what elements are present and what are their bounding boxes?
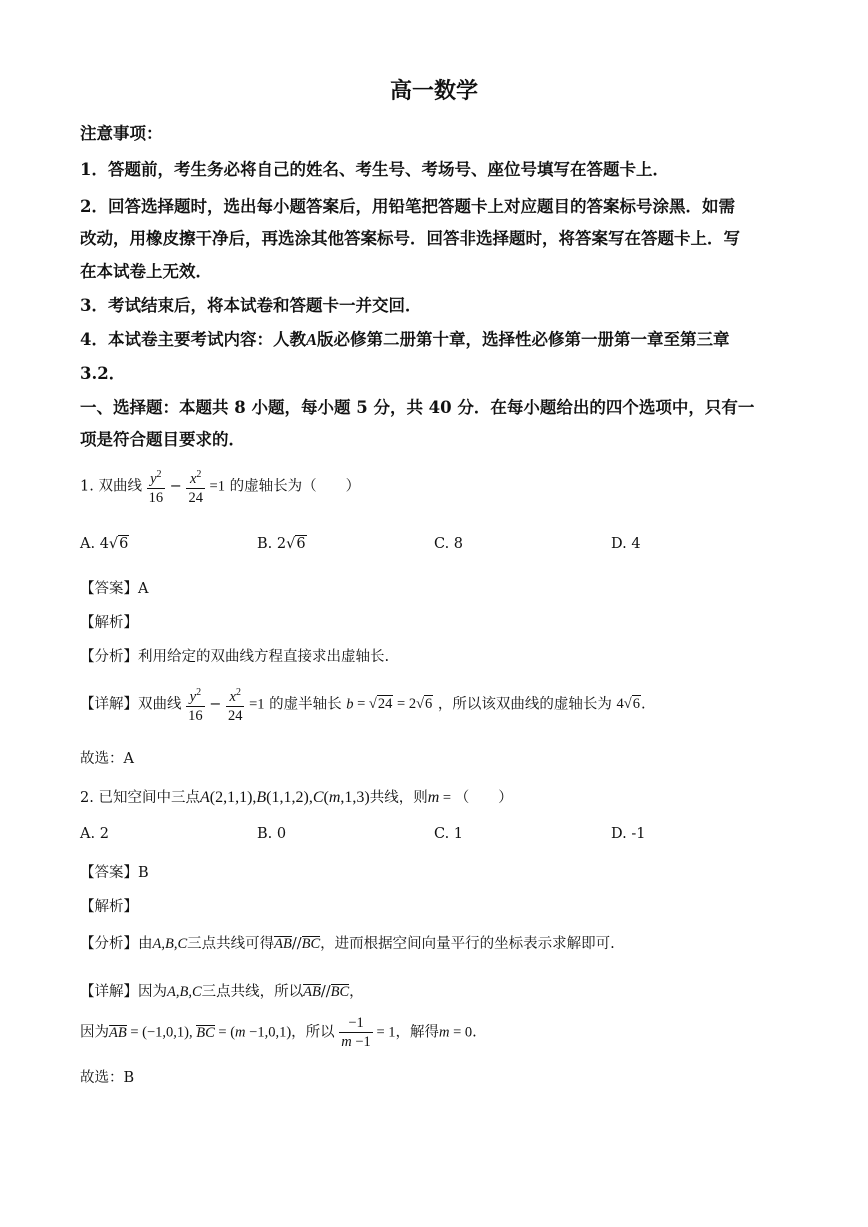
- q2-option-a: A. 2: [80, 826, 109, 842]
- q2-option-d: D. -1: [611, 826, 646, 842]
- notice-item-4-line-1: 4．本试卷主要考试内容：人教A版必修第二册第十章，选择性必修第一册第一章至第三章: [80, 330, 730, 349]
- notice-item-3: 3．考试结束后，将本试卷和答题卡一并交回．: [80, 296, 422, 315]
- q1-option-a: A. 4√6: [80, 536, 129, 552]
- q1-analysis: 【解析】: [80, 615, 138, 631]
- q1-option-c: C. 8: [434, 536, 464, 552]
- section-1-line-1: 一、选择题：本题共 8 小题，每小题 5 分，共 40 分．在每小题给出的四个选项中，只有一: [80, 398, 755, 417]
- notice-item-2-line-1: 2．回答选择题时，选出每小题答案后，用铅笔把答题卡上对应题目的答案标号涂黑．如需: [80, 197, 735, 216]
- notice-item-4-line-2: 3.2．: [80, 364, 126, 383]
- q2-option-c: C. 1: [434, 826, 464, 842]
- question-2-stem: 2. 已知空间中三点A(2,1,1),B(1,1,2),C(m,1,3)共线，则m = （ ）: [80, 789, 513, 806]
- section-1-line-2: 项是符合题目要求的．: [80, 430, 245, 449]
- q2-choose: 故选：B: [80, 1070, 135, 1086]
- q1-detail: 【详解】双曲线 $\frac{y^2}{16}$ − $\frac{x^2}{24}$ =1 的虚半轴长 b = √24 = 2√6 ，所以该双曲线的虚轴长为 4√6.: [80, 684, 646, 725]
- q2-fenxi: 【分析】由A,B,C三点共线可得AB//BC，进而根据空间向量平行的坐标表示求解即可.: [80, 936, 615, 952]
- q2-option-b: B. 0: [257, 826, 287, 842]
- notice-heading: 注意事项：: [80, 124, 163, 143]
- notice-item-2-line-3: 在本试卷上无效．: [80, 262, 212, 281]
- q2-detail: 【详解】因为A,B,C三点共线，所以AB//BC，: [80, 984, 364, 1000]
- q2-analysis: 【解析】: [80, 899, 138, 915]
- q1-option-b: B. 2√6: [257, 536, 306, 552]
- q1-option-d: D. 4: [611, 536, 641, 552]
- notice-item-1: 1．答题前，考生务必将自己的姓名、考生号、考场号、座位号填写在答题卡上．: [80, 160, 669, 179]
- q1-fraction-y: $\frac{y^2}{16}$: [147, 466, 166, 507]
- q1-choose: 故选：A: [80, 751, 134, 767]
- q2-answer: 【答案】B: [80, 865, 149, 881]
- notice-item-2-line-2: 改动，用橡皮擦干净后，再选涂其他答案标号．回答非选择题时，将答案写在答题卡上．写: [80, 229, 740, 248]
- q2-detail-calc: 因为AB = (−1,0,1), BC = (m −1,0,1)，所以 $\frac{-1}{m -1}$ = 1，解得m = 0.: [80, 1015, 477, 1050]
- q1-fenxi: 【分析】利用给定的双曲线方程直接求出虚轴长.: [80, 649, 390, 665]
- page-title: 高一数学: [389, 78, 478, 104]
- question-1-stem: 1. 双曲线 $\frac{y^2}{16}$ − $\frac{x^2}{24}$ =1 的虚轴长为（ ）: [80, 466, 360, 507]
- q1-fraction-x: $\frac{x^2}{24}$: [186, 466, 205, 507]
- q1-answer: 【答案】A: [80, 581, 149, 597]
